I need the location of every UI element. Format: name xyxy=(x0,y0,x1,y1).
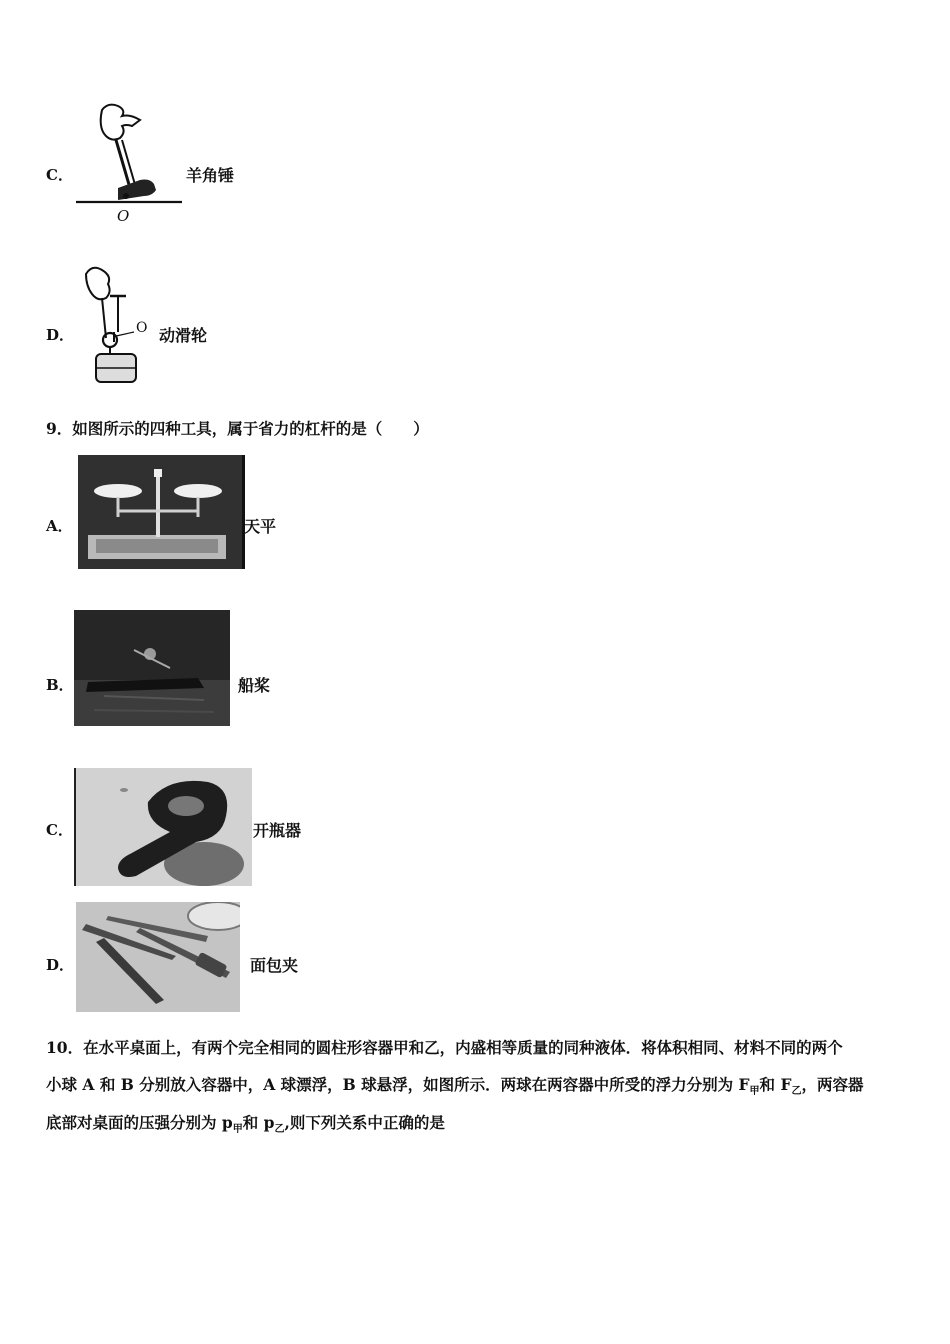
boat-oar-photo xyxy=(74,610,230,726)
q10-subscript-yi-p: 乙 xyxy=(274,1124,285,1136)
q9-option-c-letter: C． xyxy=(46,821,73,839)
q9-option-b-label: 船桨 xyxy=(238,676,271,695)
q9-option-b-letter: B． xyxy=(46,676,74,694)
q10-subscript-jia-p: 甲 xyxy=(232,1124,243,1136)
question-10-number: 10． xyxy=(46,1038,84,1057)
q10-line2-part-2: 和 F xyxy=(759,1075,792,1094)
q9-option-c-label: 开瓶器 xyxy=(253,821,302,840)
q10-line3-part-1: 底部对桌面的压强分别为 p xyxy=(46,1113,233,1132)
question-9-stem xyxy=(46,410,429,448)
q10-line3-part-3: ,则下列关系中正确的是 xyxy=(284,1113,445,1132)
q9-option-a-letter: A． xyxy=(46,517,73,535)
pulley-axis-label: O xyxy=(136,320,148,336)
option-c-label: 羊角锤 xyxy=(186,166,235,185)
q10-line2-part-3: ，两容器 xyxy=(801,1075,864,1094)
question-9-number: 9． xyxy=(46,419,73,438)
q9-option-d-letter: D． xyxy=(46,956,75,974)
question-9-text: 如图所示的四种工具，属于省力的杠杆的是（ ） xyxy=(72,419,429,438)
balance-scale-photo xyxy=(78,455,245,569)
option-c-letter: C． xyxy=(46,166,73,184)
question-10-line-3 xyxy=(46,1104,445,1149)
q10-subscript-jia: 甲 xyxy=(749,1086,760,1098)
bottle-opener-photo xyxy=(74,768,252,886)
option-d-letter: D． xyxy=(46,326,75,344)
option-d-label: 动滑轮 xyxy=(159,326,208,345)
bread-tongs-photo xyxy=(76,902,240,1012)
question-10-text-line-1: 在水平桌面上，有两个完全相同的圆柱形容器甲和乙，内盛相等质量的同种液体．将体积相同、材料不同的两个 xyxy=(83,1038,843,1057)
question-10-line-1 xyxy=(46,1029,843,1067)
q10-line3-part-2: 和 p xyxy=(242,1113,275,1132)
q9-option-d-label: 面包夹 xyxy=(250,956,299,975)
fulcrum-label: O xyxy=(117,207,130,225)
q10-line2-part-1: 小球 A 和 B 分别放入容器中，A 球漂浮，B 球悬浮，如图所示．两球在两容器中所受的浮力分别为 F xyxy=(46,1075,750,1094)
q10-subscript-yi: 乙 xyxy=(791,1086,802,1098)
q9-option-a-label: 天平 xyxy=(244,517,277,536)
